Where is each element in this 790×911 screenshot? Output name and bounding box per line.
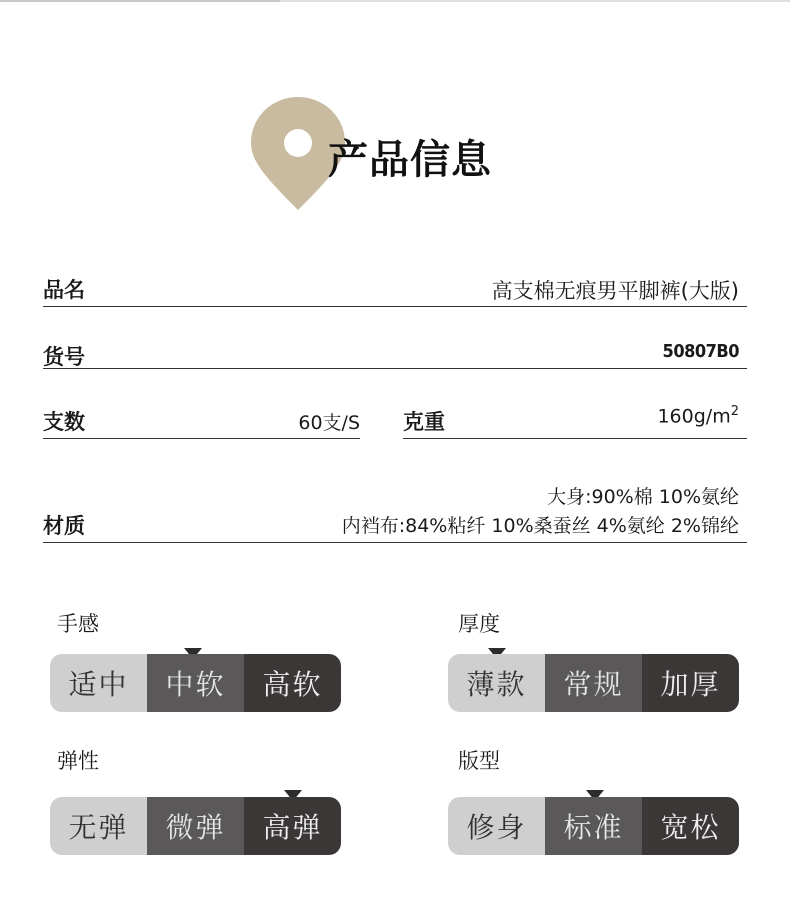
feel-option-1: 适中: [50, 654, 147, 712]
fit-option-1: 修身: [448, 797, 545, 855]
page-title: 产品信息: [328, 137, 492, 183]
fit-option-2: 标准: [545, 797, 642, 855]
feel-scale: [50, 654, 341, 712]
thickness-label: 厚度: [458, 612, 500, 636]
name-value: 高支棉无痕男平脚裤(大版): [491, 279, 739, 303]
info-row-material: [43, 478, 747, 543]
name-label: 品名: [43, 278, 85, 302]
material-label: 材质: [43, 514, 85, 538]
thickness-option-3: 加厚: [642, 654, 739, 712]
weight-label: 克重: [403, 410, 445, 434]
top-divider: [0, 0, 790, 2]
info-row-sku: [43, 336, 747, 369]
feel-option-3: 高软: [244, 654, 341, 712]
info-row-name: [43, 270, 747, 307]
elasticity-option-2: 微弹: [147, 797, 244, 855]
elasticity-option-3: 高弹: [244, 797, 341, 855]
elasticity-option-1: 无弹: [50, 797, 147, 855]
weight-value: $160g/m^2$: [657, 404, 739, 428]
count-label: 支数: [43, 410, 85, 434]
thickness-option-1: 薄款: [448, 654, 545, 712]
sku-label: 货号: [43, 345, 85, 369]
fit-label: 版型: [458, 749, 500, 773]
info-row-count: [43, 402, 360, 439]
material-line-1: 大身:90%棉 10%氨纶: [547, 486, 739, 508]
sku-value: 50807B0: [662, 341, 739, 362]
elasticity-scale: [50, 797, 341, 855]
feel-option-2: 中软: [147, 654, 244, 712]
fit-option-3: 宽松: [642, 797, 739, 855]
thickness-option-2: 常规: [545, 654, 642, 712]
material-line-2: 内裆布:84%粘纤 10%桑蚕丝 4%氨纶 2%锦纶: [341, 515, 739, 537]
fit-scale: [448, 797, 739, 855]
elasticity-label: 弹性: [57, 749, 99, 773]
info-row-weight: [403, 402, 747, 439]
thickness-scale: [448, 654, 739, 712]
count-value: 60支/S: [298, 412, 360, 434]
feel-label: 手感: [57, 612, 99, 636]
